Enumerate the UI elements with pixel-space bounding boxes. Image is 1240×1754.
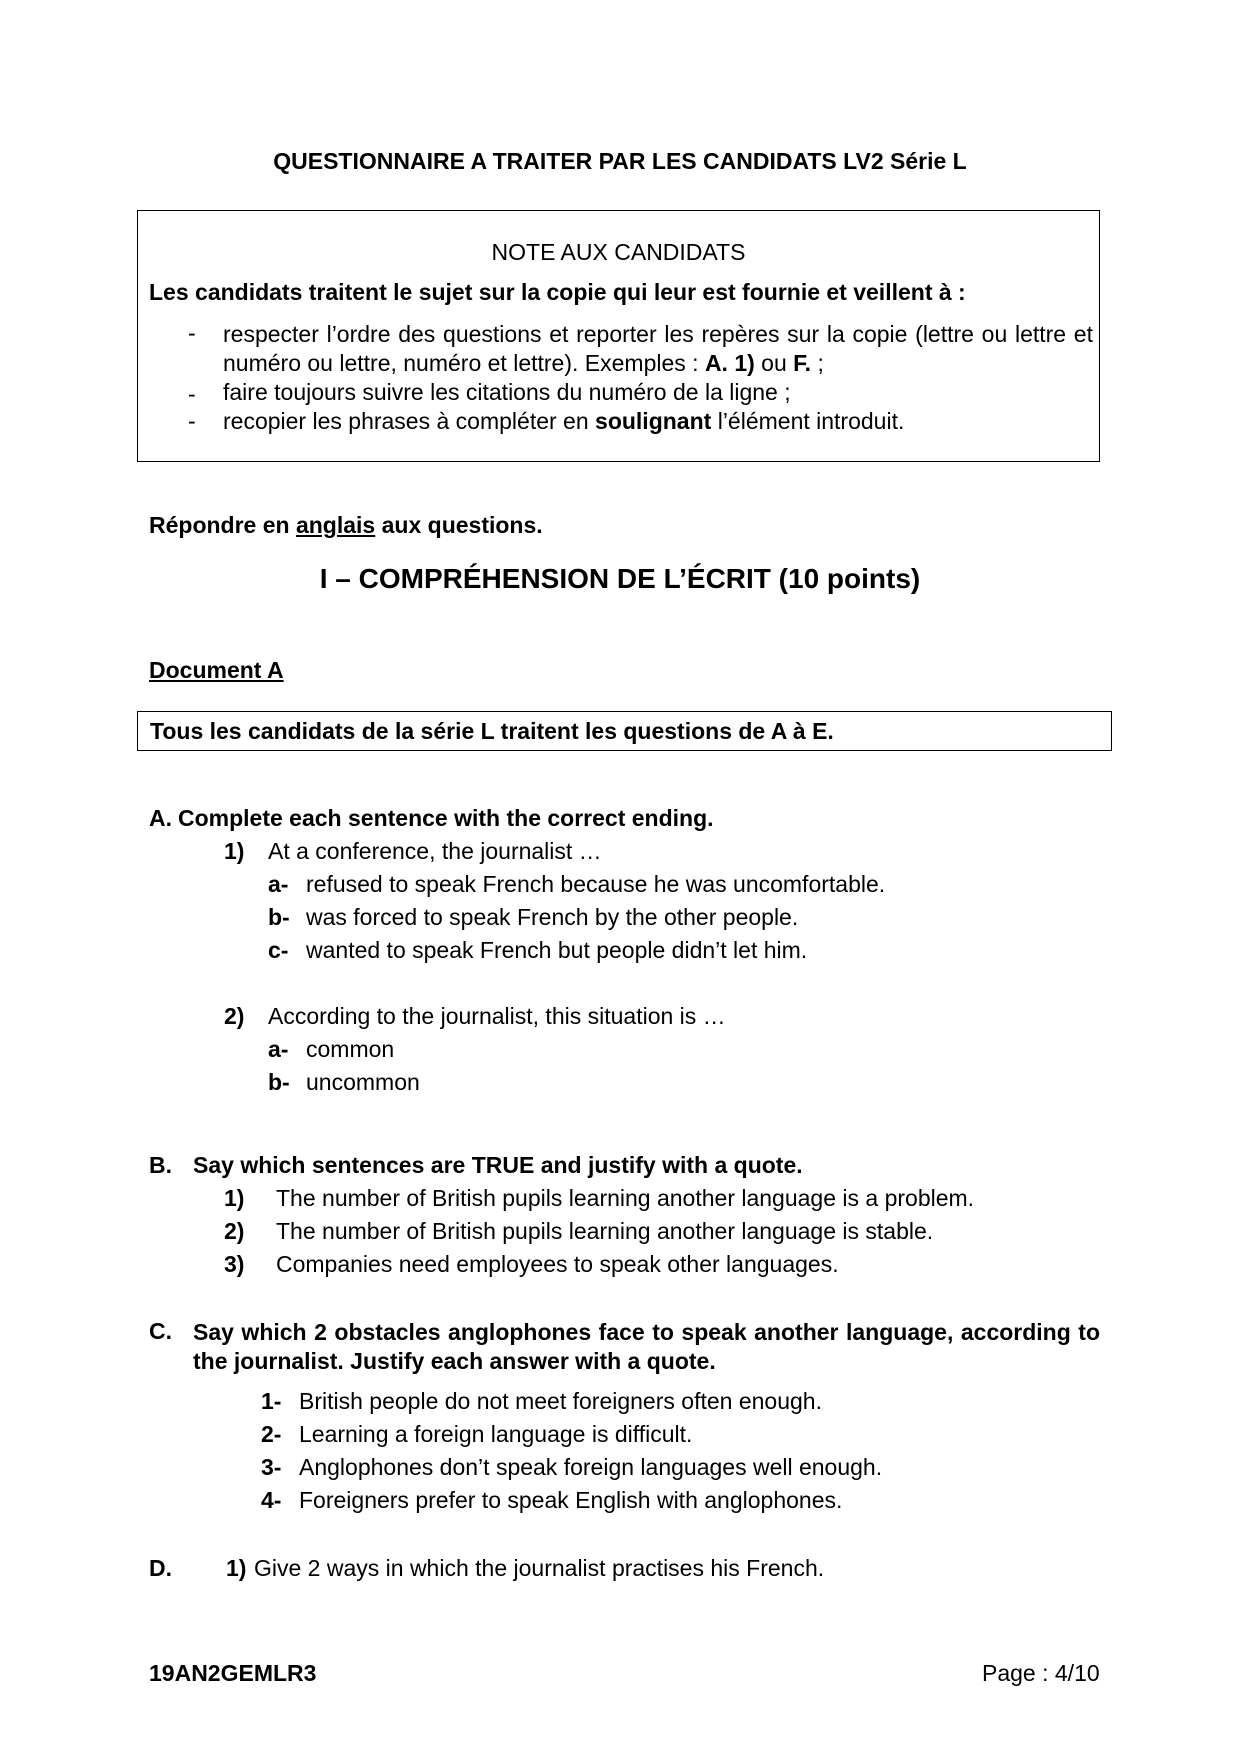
note-item-3 [223,407,1093,436]
note-box [137,210,1100,462]
note-intro: Les candidats traitent le sujet sur la copie qui leur est fournie et veillent à : [149,279,966,305]
footer-code: 19AN2GEMLR3 [149,1660,317,1686]
option-key: c- [268,937,289,963]
question-a1-text: At a conference, the journalist … [268,838,602,864]
page-number: Page : 4/10 [982,1660,1100,1686]
question-b-letter: B. [149,1152,172,1178]
note-item-1-end: ; [817,350,824,376]
note-dash-2: - [188,381,196,407]
list-item-number: 1- [261,1388,282,1414]
list-item: The number of British pupils learning another language is a problem. [276,1185,975,1211]
section-title: I – COMPRÉHENSION DE L’ÉCRIT (10 points) [319,563,921,594]
list-item: British people do not meet foreigners often enough. [299,1388,822,1414]
note-item-3-end: l’élément introduit. [717,408,905,434]
rule-box [137,711,1112,751]
list-item-number: 3) [224,1251,245,1277]
question-a-prompt: Complete each sentence with the correct ending. [178,805,714,831]
option-key: b- [268,1069,290,1095]
question-d1-number: 1) [226,1555,247,1581]
list-item: Foreigners prefer to speak English with anglophones. [299,1487,843,1513]
note-item-3-text: recopier les phrases à compléter en [223,408,589,434]
question-c-prompt: Say which 2 obstacles anglophones face to speak another language, according to the journalist. Justify each answer with a quote. [193,1319,1100,1374]
rule-text: Tous les candidats de la série L traitent les questions de A à E. [150,718,834,744]
option-text: common [306,1036,395,1062]
note-dash-3: - [188,408,196,434]
note-item-2: faire toujours suivre les citations du numéro de la ligne ; [223,379,791,405]
list-item-number: 2- [261,1421,282,1447]
option-key: b- [268,904,290,930]
question-d-letter: D. [149,1555,172,1581]
page-title: QUESTIONNAIRE A TRAITER PAR LES CANDIDATS LV2 Série L [273,148,967,174]
document-label-text: Document A [149,657,284,683]
list-item-number: 3- [261,1454,282,1480]
list-item: Learning a foreign language is difficult. [299,1421,693,1447]
note-dash-1: - [188,320,196,346]
note-item-1-text: respecter l’ordre des questions et reporter les repères sur la copie (lettre ou lettre et numéro ou lettre, numéro et lettre). Exemples : [223,321,1093,376]
option-key: a- [268,1036,289,1062]
question-c-letter: C. [149,1318,172,1344]
question-b-prompt: Say which sentences are TRUE and justify with a quote. [193,1152,803,1178]
list-item-number: 2) [224,1218,245,1244]
document-label [149,657,284,684]
note-item-1-or: ou [761,350,787,376]
option-text: uncommon [306,1069,420,1095]
option-text: wanted to speak French but people didn’t let him. [306,937,808,963]
option-text: refused to speak French because he was uncomfortable. [306,871,886,897]
note-title: NOTE AUX CANDIDATS [491,239,746,265]
question-a1-number: 1) [224,838,245,864]
question-a2-number: 2) [224,1003,245,1029]
instruction-language: anglais [295,512,376,538]
note-item-1-example-1: A. 1) [704,350,755,376]
list-item-number: 4- [261,1487,282,1513]
note-item-1-example-2: F. [793,350,812,376]
question-a2-text: According to the journalist, this situation is … [268,1003,726,1029]
instruction-text-2: aux questions. [381,512,543,538]
list-item-number: 1) [224,1185,245,1211]
note-item-1 [223,320,1093,378]
instruction-text-1: Répondre en [149,512,290,538]
option-text: was forced to speak French by the other people. [306,904,799,930]
list-item: Anglophones don’t speak foreign languages well enough. [299,1454,883,1480]
question-a-letter: A. [149,805,172,831]
list-item: Companies need employees to speak other languages. [276,1251,839,1277]
instruction [149,512,543,539]
option-key: a- [268,871,289,897]
question-d1-text: Give 2 ways in which the journalist practises his French. [254,1555,825,1581]
note-item-3-bold: soulignant [595,408,712,434]
list-item: The number of British pupils learning another language is stable. [276,1218,934,1244]
